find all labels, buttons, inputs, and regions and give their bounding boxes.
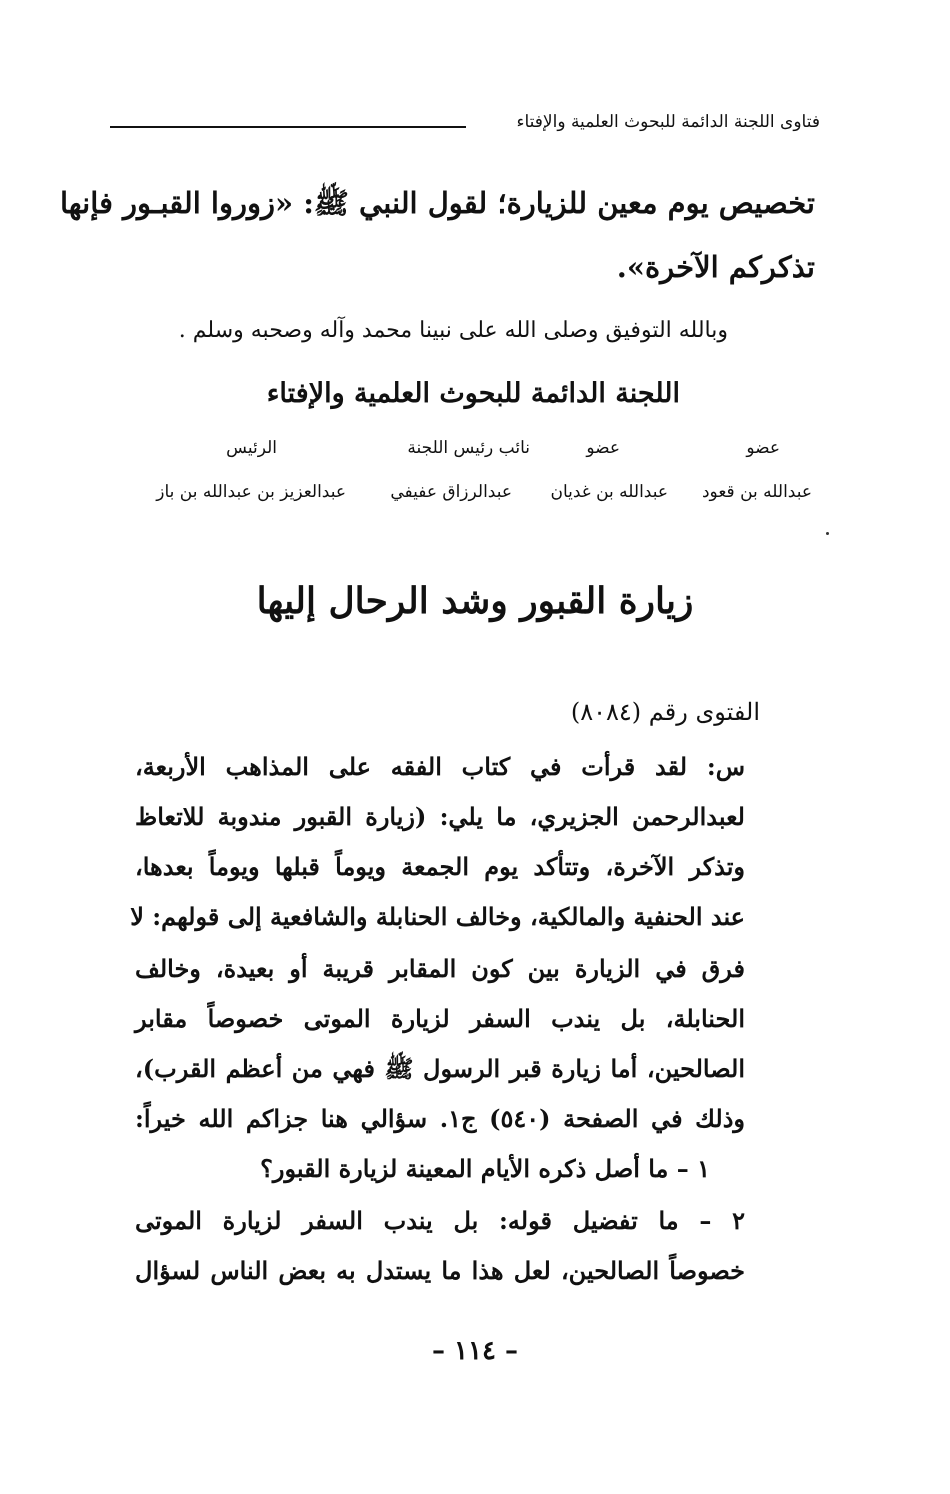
question-line: فرق في الزيارة بين كون المقابر قريبة أو بعيدة، وخالف (135, 954, 745, 983)
body-line: تذكركم الآخرة». (616, 250, 815, 284)
page-number: – ١١٤ – (431, 1336, 519, 1366)
signature-name: عبدالعزيز بن عبدالله بن باز (156, 482, 346, 502)
closing-prayer: وبالله التوفيق وصلى الله على نبينا محمد وآله وصحبه وسلم . (178, 318, 728, 343)
question-line: وذلك في الصفحة (٥٤٠) ج١. سؤالي هنا جزاكم الله خيراً: (135, 1104, 745, 1133)
signature-name: عبدالرزاق عفيفي (390, 482, 512, 502)
scan-speck (826, 532, 829, 535)
signature-role: عضو (746, 438, 780, 458)
signature-role: نائب رئيس اللجنة (407, 438, 530, 458)
committee-name: اللجنة الدائمة للبحوث العلمية والإفتاء (266, 378, 680, 409)
fatwa-number: الفتوى رقم (٨٠٨٤) (570, 698, 760, 726)
signature-role: الرئيس (226, 438, 277, 458)
question-line: عند الحنفية والمالكية، وخالف الحنابلة والشافعية إلى قولهم: لا (130, 902, 745, 931)
question-line: خصوصاً الصالحين، لعل هذا ما يستدل به بعض الناس لسؤال (135, 1256, 745, 1285)
question-item: ٢ – ما تفضيل قوله: بل يندب السفر لزيارة الموتى (135, 1206, 745, 1235)
question-line: الحنابلة، بل يندب السفر لزيارة الموتى خصوصاً مقابر (135, 1004, 745, 1033)
running-header-title: فتاوى اللجنة الدائمة للبحوث العلمية والإفتاء (516, 112, 820, 132)
question-line: س: لقد قرأت في كتاب الفقه على المذاهب الأربعة، (135, 752, 745, 781)
signature-name: عبدالله بن غديان (550, 482, 668, 502)
question-line: لعبدالرحمن الجزيري، ما يلي: (زيارة القبور مندوبة للاتعاظ (135, 802, 745, 831)
header-rule (110, 126, 466, 128)
question-line: وتذكر الآخرة، وتتأكد يوم الجمعة ويوماً قبلها ويوماً بعدها، (135, 852, 745, 881)
signature-role: عضو (586, 438, 620, 458)
question-line: الصالحين، أما زيارة قبر الرسول ﷺ فهي من أعظم القرب)، (135, 1054, 745, 1083)
question-item: ١ – ما أصل ذكره الأيام المعينة لزيارة القبور؟ (260, 1154, 710, 1183)
body-line: تخصيص يوم معين للزيارة؛ لقول النبي ﷺ: «زوروا القبـور فإنها (59, 186, 815, 220)
signature-name: عبدالله بن قعود (701, 482, 812, 502)
section-title: زيارة القبور وشد الرحال إليها (256, 580, 694, 622)
